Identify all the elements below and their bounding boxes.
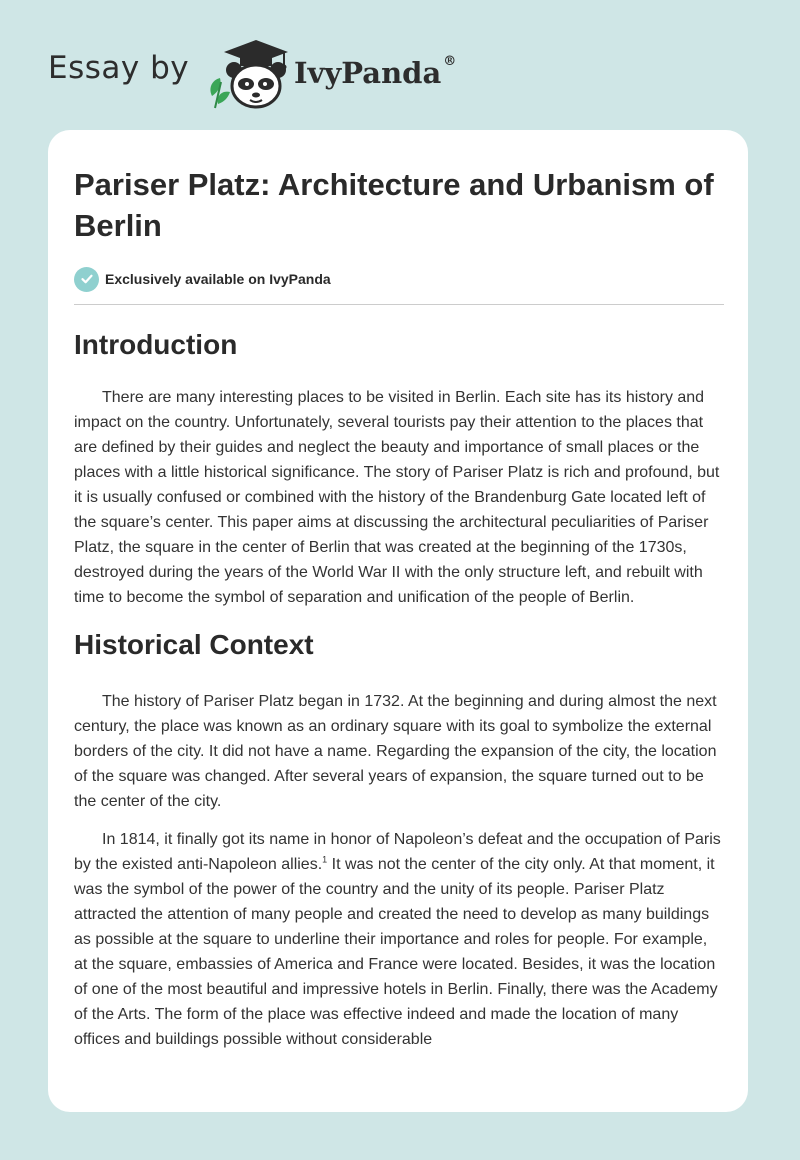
section-heading-historical-context: Historical Context	[74, 629, 314, 660]
footnote-marker[interactable]: 1	[322, 854, 328, 865]
paragraph-history-2-start: In 1814, it finally got its name in honor of Napoleon’s defeat and the occupation of Paris by the existed anti-Napoleon allies.	[74, 831, 721, 873]
brand-name[interactable]	[294, 56, 456, 90]
paragraph-history-2	[74, 827, 724, 1052]
essay-by-label: Essay by	[48, 50, 190, 86]
site-header	[48, 30, 548, 110]
essay-card	[48, 130, 748, 1112]
panda-graduate-logo-icon[interactable]	[204, 34, 296, 110]
registered-mark: ®	[443, 54, 457, 69]
section-heading-introduction: Introduction	[74, 329, 238, 360]
paragraph-history-2-rest: It was not the center of the city only. At that moment, it was the symbol of the power of the country and the unity of its people. Pariser Platz attracted the attention of many people and created the need to develop as many buildings as possible at the square to underline their importance and roles for people. For example, at the square, embassies of America and France were located. Besides, it was the location of one of the most beautiful and impressive hotels in Berlin. Finally, there was the Academy of the Arts. The form of the place was effective indeed and made the location of many offices and buildings possible without considerable	[74, 856, 718, 1048]
essay-title: Pariser Platz: Architecture and Urbanism of Berlin	[74, 167, 714, 243]
essay-content	[74, 164, 724, 1052]
brand-text: IvyPanda	[294, 56, 442, 90]
divider	[74, 304, 724, 305]
exclusive-label: Exclusively available on IvyPanda	[105, 271, 331, 287]
exclusive-badge	[74, 266, 724, 292]
paragraph-history-1: The history of Pariser Platz began in 1732. At the beginning and during almost the next century, the place was known as an ordinary square with its goal to symbolize the external borders of the city. It did not have a name. Regarding the expansion of the city, the location of the square was changed. After several years of expansion, the square turned out to be the center of the city.	[74, 693, 717, 810]
paragraph-introduction: There are many interesting places to be visited in Berlin. Each site has its history and impact on the country. Unfortunately, several tourists pay their attention to the places that are defined by their guides and neglect the beauty and importance of small places or the places with a little historical significance. The story of Pariser Platz is rich and profound, but it is usually confused or combined with the history of the Brandenburg Gate located left of the square’s center. This paper aims at discussing the architectural peculiarities of Pariser Platz, the square in the center of Berlin that was created at the beginning of the 1730s, destroyed during the years of the World War II with the only structure left, and rebuilt with time to become the symbol of separation and unification of the people of Berlin.	[74, 389, 720, 606]
check-icon	[74, 267, 99, 292]
